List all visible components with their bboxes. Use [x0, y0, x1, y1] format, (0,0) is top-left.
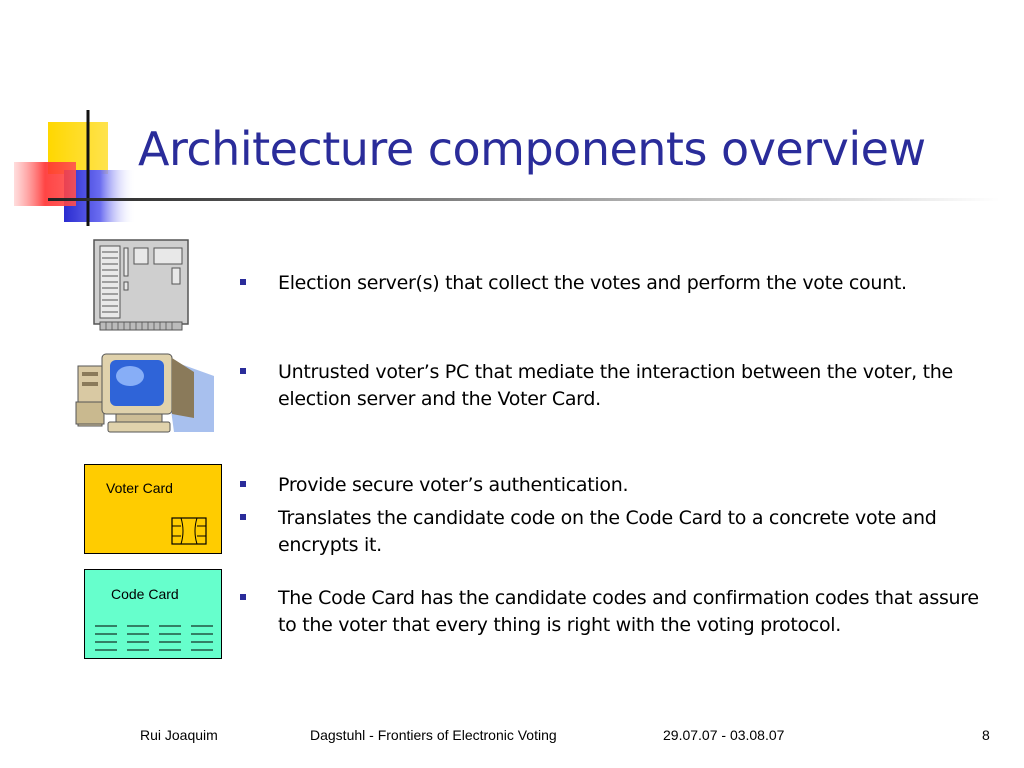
server-icon — [92, 238, 190, 332]
bullet-marker — [240, 594, 246, 600]
bullet-text: The Code Card has the candidate codes and confirmation codes that assure to the voter that every thing is right with the voting protocol. — [278, 587, 979, 636]
footer-author: Rui Joaquim — [140, 727, 218, 743]
code-card — [84, 569, 222, 659]
voter-card — [84, 464, 222, 554]
footer-event: Dagstuhl - Frontiers of Electronic Voting — [310, 727, 557, 743]
bullet-text: Untrusted voter’s PC that mediate the interaction between the voter, the election server and the Voter Card. — [278, 361, 953, 410]
bullet-text: Translates the candidate code on the Code Card to a concrete vote and encrypts it. — [278, 507, 937, 556]
code-lines-icon — [93, 622, 217, 652]
bullet-voter-pc — [240, 359, 980, 413]
chip-icon — [171, 517, 207, 545]
bullet-code-card — [240, 585, 980, 639]
bullet-text: Election server(s) that collect the votes and perform the vote count. — [278, 272, 907, 294]
footer-dates: 29.07.07 - 03.08.07 — [663, 727, 785, 743]
code-card-label: Code Card — [111, 586, 179, 602]
bullet-text: Provide secure voter’s authentication. — [278, 474, 629, 496]
bullet-marker — [240, 514, 246, 520]
bullet-marker — [240, 368, 246, 374]
voter-card-label: Voter Card — [106, 480, 173, 496]
bullet-translate-code — [240, 505, 980, 559]
slide-title: Architecture components overview — [138, 122, 926, 176]
bullet-authentication — [240, 472, 980, 499]
bullet-election-server — [240, 270, 980, 297]
page-number: 8 — [982, 727, 990, 743]
bullet-marker — [240, 481, 246, 487]
bullet-marker — [240, 279, 246, 285]
computer-icon — [74, 348, 218, 438]
